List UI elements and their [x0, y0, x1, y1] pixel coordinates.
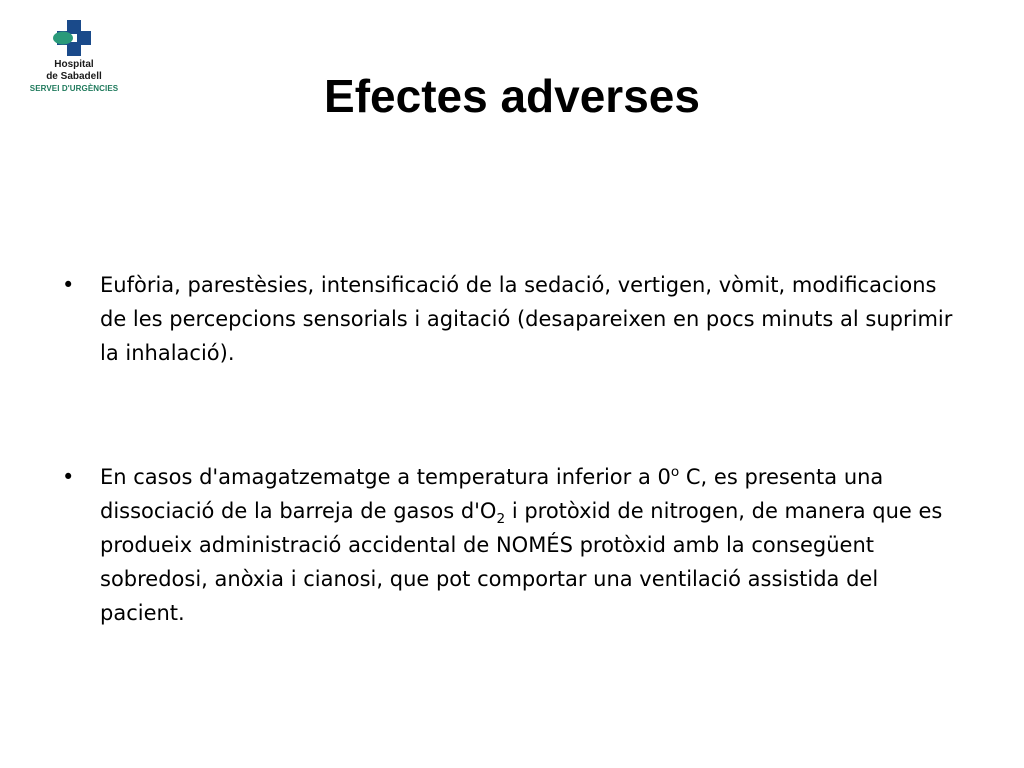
logo-department: SERVEI D'URGÈNCIES [29, 84, 119, 93]
oxygen-subscript: 2 [496, 510, 506, 527]
logo-name-line1: Hospital [54, 59, 94, 70]
bullet-icon: • [62, 273, 75, 297]
bullet-text-part1: En casos d'amagatzematge a temperatura inferior a 0 [100, 465, 671, 489]
hospital-cross-icon [49, 18, 99, 58]
bullet-text-part2: C, es presenta una dissociació de la barreja de gasos d'O [100, 465, 884, 523]
bullet-icon: • [62, 465, 75, 489]
bullet-item-adverse-effects [62, 268, 962, 370]
degree-superscript: o [670, 463, 680, 480]
slide-title: Efectes adverses [324, 70, 700, 122]
bullet-text: Eufòria, parestèsies, intensificació de la sedació, vertigen, vòmit, modificacions de les percepcions sensorials i agitació (desapareixen en pocs minuts al suprimir la inhalació). [100, 273, 953, 365]
bullet-item-storage-warning [62, 460, 962, 630]
bullet-list [62, 268, 962, 630]
bullet-text-part3: i protòxid de nitrogen, de manera que es produeix administració accidental de NOMÉS protòxid amb la consegüent sobredosi, anòxia i cianosi, que pot comportar una ventilació assistida del pacient. [100, 499, 943, 625]
logo-name-line2: de Sabadell [46, 71, 102, 82]
